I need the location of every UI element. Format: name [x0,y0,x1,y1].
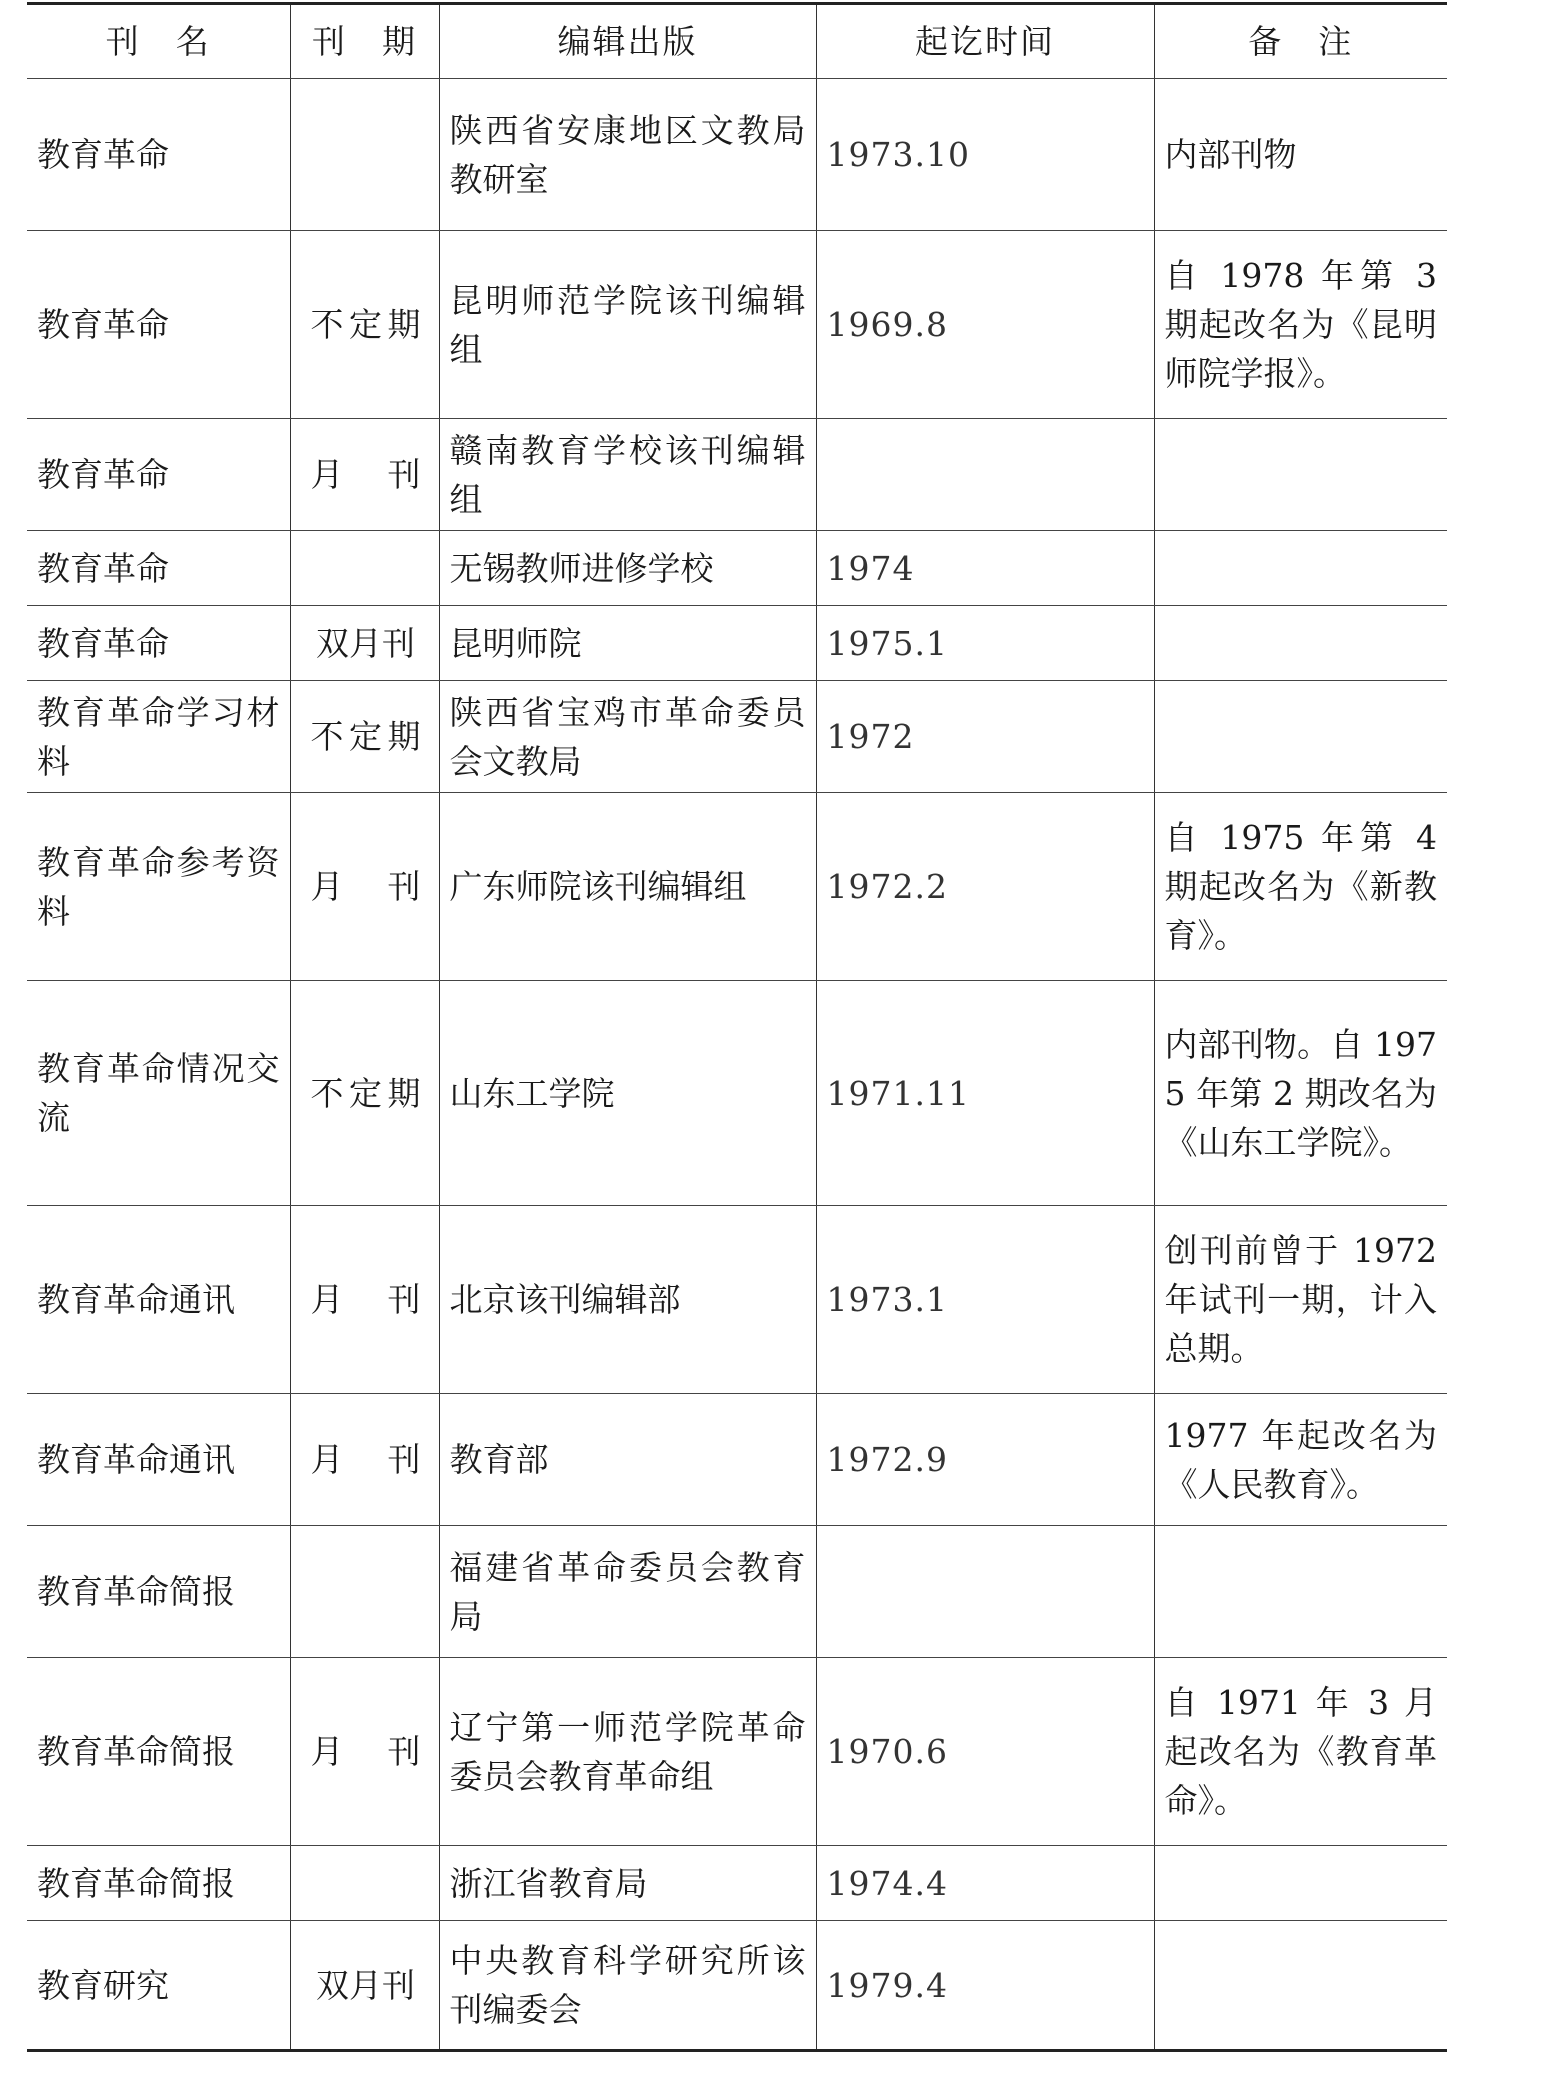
cell-period: 双月刊 [290,1921,439,2051]
cell-period [290,1846,439,1921]
cell-period: 不定期 [290,681,439,793]
cell-name: 教育革命简报 [27,1526,290,1658]
cell-name: 教育革命 [27,419,290,531]
cell-date: 1971.11 [816,981,1154,1206]
cell-publisher: 福建省革命委员会教育局 [439,1526,816,1658]
cell-period [290,79,439,231]
cell-remark [1154,1526,1447,1658]
cell-remark [1154,419,1447,531]
table-row [27,1206,1447,1394]
cell-period: 月 刊 [290,1658,439,1846]
cell-period: 月 刊 [290,793,439,981]
cell-remark: 自 1978 年第 3 期起改名为《昆明师院学报》。 [1154,231,1447,419]
cell-date [816,1526,1154,1658]
table-row [27,231,1447,419]
cell-period: 双月刊 [290,606,439,681]
cell-date: 1972 [816,681,1154,793]
cell-name: 教育革命学习材料 [27,681,290,793]
cell-remark [1154,531,1447,606]
cell-publisher: 广东师院该刊编辑组 [439,793,816,981]
periodicals-table [27,2,1447,2052]
header-date: 起讫时间 [816,4,1154,79]
cell-date [816,419,1154,531]
table-row [27,681,1447,793]
header-period: 刊 期 [290,4,439,79]
cell-remark: 内部刊物 [1154,79,1447,231]
cell-remark: 内部刊物。自 1975 年第 2 期改名为《山东工学院》。 [1154,981,1447,1206]
cell-date: 1979.4 [816,1921,1154,2051]
cell-period: 不定期 [290,981,439,1206]
table-row [27,793,1447,981]
cell-remark [1154,681,1447,793]
cell-remark [1154,606,1447,681]
cell-publisher: 陕西省安康地区文教局教研室 [439,79,816,231]
cell-remark [1154,1846,1447,1921]
cell-date: 1973.1 [816,1206,1154,1394]
cell-publisher: 昆明师院 [439,606,816,681]
cell-date: 1975.1 [816,606,1154,681]
cell-publisher: 浙江省教育局 [439,1846,816,1921]
header-row [27,4,1447,79]
cell-date: 1973.10 [816,79,1154,231]
cell-period [290,1526,439,1658]
cell-name: 教育革命 [27,231,290,419]
cell-remark: 1977 年起改名为《人民教育》。 [1154,1394,1447,1526]
cell-date: 1970.6 [816,1658,1154,1846]
cell-name: 教育研究 [27,1921,290,2051]
cell-period [290,531,439,606]
table-row [27,1526,1447,1658]
cell-name: 教育革命 [27,531,290,606]
cell-remark: 创刊前曾于 1972 年试刊一期，计入总期。 [1154,1206,1447,1394]
cell-publisher: 赣南教育学校该刊编辑组 [439,419,816,531]
cell-name: 教育革命通讯 [27,1394,290,1526]
cell-publisher: 昆明师范学院该刊编辑组 [439,231,816,419]
cell-period: 月 刊 [290,1394,439,1526]
table-row [27,606,1447,681]
table-row [27,981,1447,1206]
header-remark: 备 注 [1154,4,1447,79]
cell-date: 1972.9 [816,1394,1154,1526]
table-row [27,1921,1447,2051]
cell-publisher: 山东工学院 [439,981,816,1206]
cell-name: 教育革命情况交流 [27,981,290,1206]
cell-remark [1154,1921,1447,2051]
table-row [27,419,1447,531]
cell-period: 月 刊 [290,1206,439,1394]
table-row [27,79,1447,231]
cell-name: 教育革命 [27,606,290,681]
cell-date: 1972.2 [816,793,1154,981]
cell-remark: 自 1975 年第 4 期起改名为《新教育》。 [1154,793,1447,981]
cell-publisher: 辽宁第一师范学院革命委员会教育革命组 [439,1658,816,1846]
cell-name: 教育革命简报 [27,1846,290,1921]
cell-publisher: 教育部 [439,1394,816,1526]
cell-name: 教育革命 [27,79,290,231]
header-name: 刊 名 [27,4,290,79]
table-row [27,1846,1447,1921]
cell-publisher: 陕西省宝鸡市革命委员会文教局 [439,681,816,793]
cell-date: 1974 [816,531,1154,606]
table-row [27,1394,1447,1526]
cell-name: 教育革命通讯 [27,1206,290,1394]
cell-name: 教育革命参考资料 [27,793,290,981]
table-row [27,1658,1447,1846]
cell-publisher: 中央教育科学研究所该刊编委会 [439,1921,816,2051]
cell-date: 1969.8 [816,231,1154,419]
header-publisher: 编辑出版 [439,4,816,79]
cell-period: 不定期 [290,231,439,419]
cell-period: 月 刊 [290,419,439,531]
cell-publisher: 无锡教师进修学校 [439,531,816,606]
cell-name: 教育革命简报 [27,1658,290,1846]
cell-publisher: 北京该刊编辑部 [439,1206,816,1394]
table-row [27,531,1447,606]
cell-remark: 自 1971 年 3 月起改名为《教育革命》。 [1154,1658,1447,1846]
cell-date: 1974.4 [816,1846,1154,1921]
